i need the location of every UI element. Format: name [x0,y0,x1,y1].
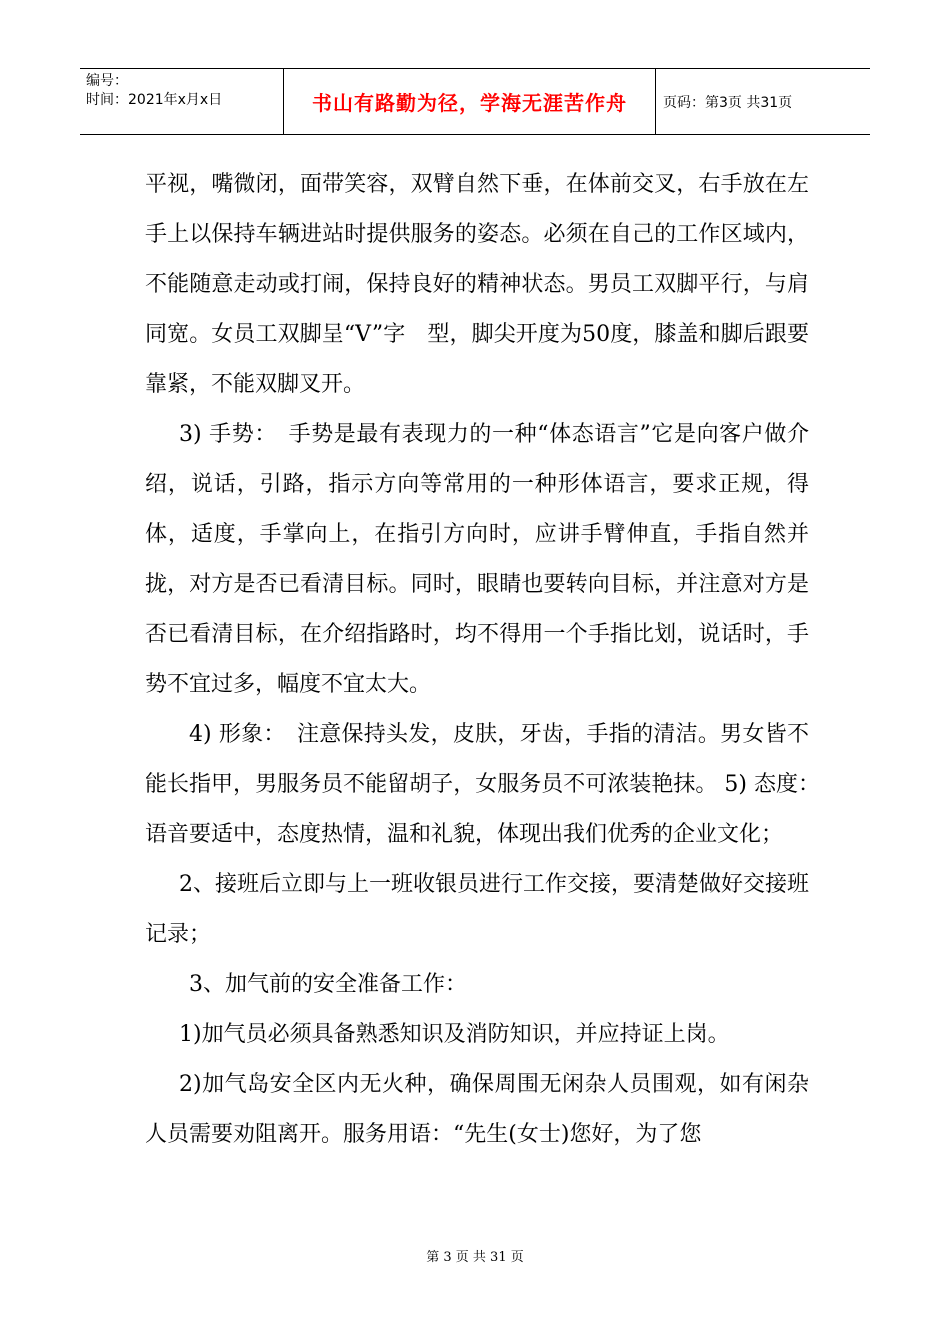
header-meta [80,69,284,134]
document-time-label: 时间：2021年x月x日 [86,92,223,108]
paragraph-safety-heading: 3、加气前的安全准备工作： [189,972,467,997]
header-motto: 书山有路勤为径，学海无涯苦作舟 [312,91,627,115]
document-number-label: 编号： [86,73,128,89]
header-page-info: 页码：第3页 共31页 [663,94,793,111]
paragraph-shift-handover: 2、接班后立即与上一班收银员进行工作交接，要清楚做好交接班 记录； [145,872,809,947]
page-footer: 第 3 页 共 31 页 [426,1250,524,1265]
document-body [145,160,832,1160]
header-motto-cell [284,69,656,134]
paragraph-image-attitude: 4) 形象： 注意保持头发，皮肤，牙齿，手指的清洁。男女皆不能长指甲，男服务员不能留胡子，女服务员不可浓装艳抹。 5) 态度： 语音要适中，态度热情，温和礼貌，体现出我们优秀的企业文化； [145,722,832,847]
paragraph-safety-item-1: 1)加气员必须具备熟悉知识及消防知识，并应持证上岗。 [179,1022,730,1047]
paragraph-gesture: 3) 手势： 手势是最有表现力的一种“体态语言”它是向客户做介绍，说话，引路，指示方向等常用的一种形体语言，要求正规，得体，适度，手掌向上，在指引方向时，应讲手臂伸直，手指自然并拢，对方是否已看清目标。同时，眼睛也要转向目标，并注意对方是否已看清目标，在介绍指路时，均不得用一个手指比划，说话时，手势不宜过多，幅度不宜太大。 [145,422,809,697]
paragraph-safety-item-2: 2)加气岛安全区内无火种，确保周围无闲杂人员围观，如有闲杂人员需要劝阻离开。服务用语：“先生(女士)您好，为了您 [145,1072,809,1147]
paragraph-posture: 平视，嘴微闭，面带笑容，双臂自然下垂，在体前交叉，右手放在左手上以保持车辆进站时提供服务的姿态。必须在自己的工作区域内，不能随意走动或打闹，保持良好的精神状态。男员工双脚平行，与肩同宽。女员工双脚呈“V”字 型，脚尖开度为50度，膝盖和脚后跟要靠紧，不能双脚叉开。 [145,172,809,397]
page-header [80,68,870,135]
